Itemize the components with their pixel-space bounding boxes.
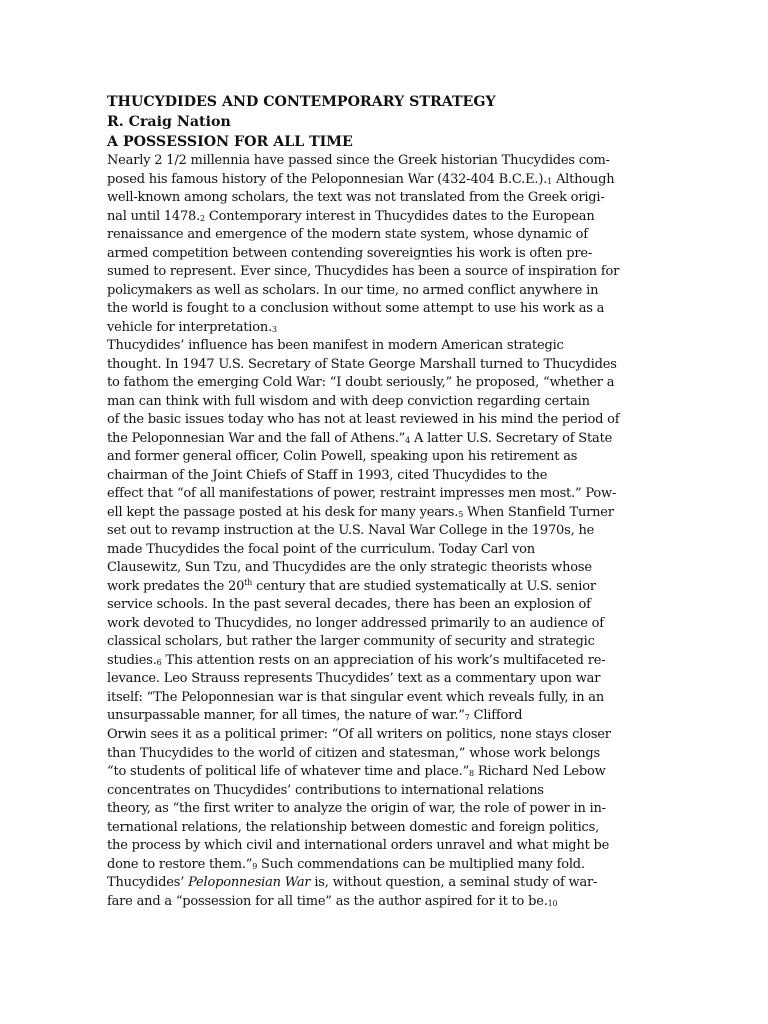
text-line: classical scholars, but rather the larger community of security and strategic xyxy=(107,634,595,650)
text-run: A latter U.S. Secretary of State xyxy=(410,430,613,446)
text-line: to fathom the emerging Cold War: “I doubt seriously,” he proposed, “whether a xyxy=(107,375,615,391)
text-line xyxy=(107,874,647,893)
text-run: Such commendations can be multiplied many fold. xyxy=(257,856,585,872)
text-run: Although xyxy=(552,171,615,187)
text-line: policymakers as well as scholars. In our time, no armed conflict anywhere in xyxy=(107,282,599,298)
text-line: than Thucydides to the world of citizen and statesman,” whose work belongs xyxy=(107,745,600,761)
text-line: theory, as “the first writer to analyze the origin of war, the role of power in in- xyxy=(107,801,606,817)
text-line xyxy=(107,430,647,449)
text-line xyxy=(107,893,647,912)
paragraph-2 xyxy=(107,337,647,911)
footnote-marker: 9 xyxy=(252,861,258,871)
superscript: th xyxy=(244,577,253,587)
text-line: chairman of the Joint Chiefs of Staff in 1993, cited Thucydides to the xyxy=(107,467,548,483)
text-line: well-known among scholars, the text was not translated from the Greek origi- xyxy=(107,190,605,206)
footnote-marker: 2 xyxy=(200,213,205,223)
text-line xyxy=(107,578,647,597)
text-line: work devoted to Thucydides, no longer addressed primarily to an audience of xyxy=(107,615,604,631)
text-line xyxy=(107,504,647,523)
text-line xyxy=(107,171,647,190)
section-heading: A POSSESSION FOR ALL TIME xyxy=(107,134,353,150)
text-run: Thucydides’ xyxy=(107,875,189,891)
text-line: Nearly 2 1/2 millennia have passed since the Greek historian Thucydides com- xyxy=(107,153,610,168)
text-line: armed competition between contending sovereignties his work is often pre- xyxy=(107,245,593,261)
text-run: Contemporary interest in Thucydides dates to the European xyxy=(204,208,595,224)
text-line: itself: “The Peloponnesian war is that singular event which reveals fully, in an xyxy=(107,689,605,705)
text-line: sumed to represent. Ever since, Thucydides has been a source of inspiration for xyxy=(107,264,620,280)
text-run: ell kept the passage posted at his desk for many years. xyxy=(107,504,459,520)
footnote-marker: 5 xyxy=(458,509,464,519)
footnote-marker: 6 xyxy=(156,657,162,667)
text-line: made Thucydides the focal point of the curriculum. Today Carl von xyxy=(107,541,535,557)
text-line: ternational relations, the relationship between domestic and foreign politics, xyxy=(107,819,600,835)
text-line xyxy=(107,208,647,227)
footnote-marker: 3 xyxy=(272,324,277,334)
text-line xyxy=(107,707,647,726)
text-run: nal until 1478. xyxy=(107,208,201,224)
text-run: fare and a “possession for all time” as the author aspired for it to be. xyxy=(107,893,548,909)
text-run: This attention rests on an appreciation of his work’s multifaceted re- xyxy=(161,652,606,668)
text-line: renaissance and emergence of the modern state system, whose dynamic of xyxy=(107,227,588,243)
text-line: man can think with full wisdom and with deep conviction regarding certain xyxy=(107,393,590,409)
text-run: work predates the 20 xyxy=(107,578,245,594)
footnote-marker: 7 xyxy=(464,713,470,723)
text-line: effect that “of all manifestations of power, restraint impresses men most.” Pow- xyxy=(107,486,617,502)
paragraph-1 xyxy=(107,152,647,337)
footnote-marker: 8 xyxy=(469,769,474,779)
text-line: set out to revamp instruction at the U.S. Naval War College in the 1970s, he xyxy=(107,523,595,539)
document-title: THUCYDIDES AND CONTEMPORARY STRATEGY xyxy=(107,94,496,110)
italic-book-title: Peloponnesian War xyxy=(188,875,311,891)
text-run: “to students of political life of whatever time and place.” xyxy=(107,764,470,780)
text-line xyxy=(107,856,647,875)
text-line: concentrates on Thucydides’ contributions to international relations xyxy=(107,782,544,798)
text-line: Clausewitz, Sun Tzu, and Thucydides are the only strategic theorists whose xyxy=(107,560,592,576)
text-line: thought. In 1947 U.S. Secretary of State George Marshall turned to Thucydides xyxy=(107,356,617,372)
text-line: the process by which civil and international orders unravel and what might be xyxy=(107,838,610,854)
text-run: studies. xyxy=(107,652,157,668)
text-line: Thucydides’ influence has been manifest in modern American strategic xyxy=(107,338,564,354)
footnote-marker: 1 xyxy=(547,176,553,186)
text-line: levance. Leo Strauss represents Thucydides’ text as a commentary upon war xyxy=(107,671,601,687)
text-run: Clifford xyxy=(469,708,523,724)
text-run: Richard Ned Lebow xyxy=(473,764,606,780)
text-run: posed his famous history of the Peloponnesian War (432-404 B.C.E.). xyxy=(107,171,548,187)
text-line xyxy=(107,763,647,782)
text-run: done to restore them.” xyxy=(107,856,253,872)
text-line: the world is fought to a conclusion without some attempt to use his work as a xyxy=(107,301,605,317)
text-run: vehicle for interpretation. xyxy=(107,319,272,335)
footnote-marker: 4 xyxy=(405,435,411,445)
text-run: is, without question, a seminal study of war- xyxy=(310,875,598,891)
text-run: When Stanfield Turner xyxy=(463,504,614,520)
text-run: unsurpassable manner, for all times, the nature of war.” xyxy=(107,708,465,724)
document-author: R. Craig Nation xyxy=(107,114,231,130)
text-line: of the basic issues today who has not at least reviewed in his mind the period of xyxy=(107,412,620,428)
text-line: service schools. In the past several decades, there has been an explosion of xyxy=(107,597,591,613)
text-line xyxy=(107,319,647,338)
document-body xyxy=(107,92,647,911)
text-run: the Peloponnesian War and the fall of Athens.” xyxy=(107,430,406,446)
text-line xyxy=(107,652,647,671)
footnote-marker: 10 xyxy=(547,898,558,908)
text-line: Orwin sees it as a political primer: “Of all writers on politics, none stays closer xyxy=(107,726,611,742)
text-line: and former general officer, Colin Powell, speaking upon his retirement as xyxy=(107,449,578,465)
text-run: century that are studied systematically at U.S. senior xyxy=(252,578,596,594)
